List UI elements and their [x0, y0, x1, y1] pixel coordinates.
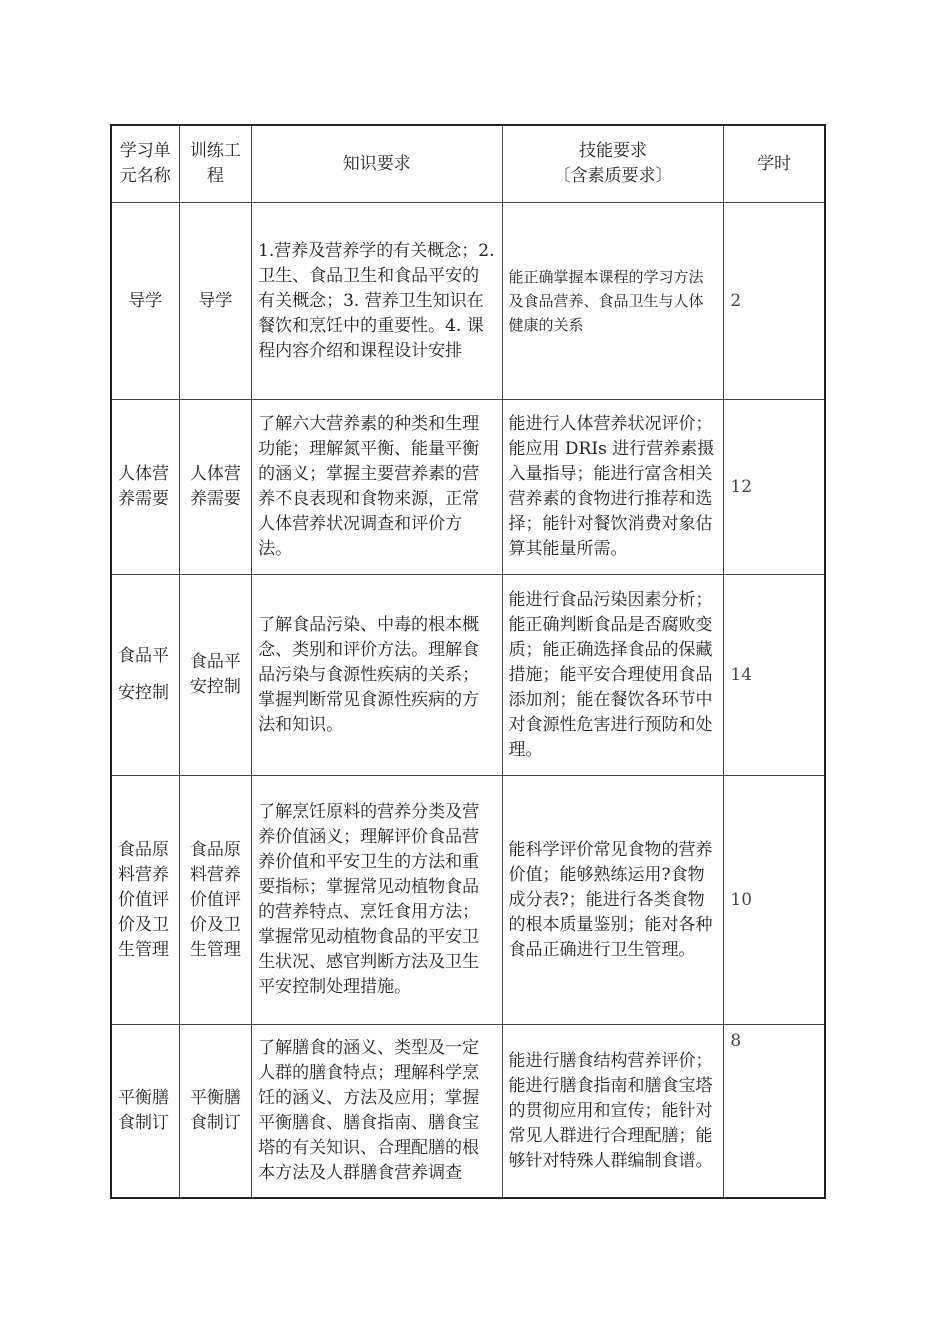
table-row: [111, 575, 825, 776]
hours-cell: 2: [724, 203, 825, 400]
table-row: [111, 203, 825, 400]
knowledge-cell: 了解膳食的涵义、类型及一定人群的膳食特点；理解科学烹饪的涵义、方法及应用；掌握平衡膳食、膳食指南、膳食宝塔的有关知识、合理配膳的根本方法及人群膳食营养调查: [252, 1025, 502, 1199]
knowledge-cell: 了解六大营养素的种类和生理功能；理解氮平衡、能量平衡的涵义；掌握主要营养素的营养不良表现和食物来源，正常人体营养状况调查和评价方法。: [252, 400, 502, 575]
knowledge-cell: 1.营养及营养学的有关概念；2.卫生、食品卫生和食品平安的有关概念；3. 营养卫生知识在餐饮和烹饪中的重要性。4. 课程内容介绍和课程设计安排: [252, 203, 502, 400]
hours-cell: 8: [724, 1025, 825, 1199]
knowledge-cell: 了解烹饪原料的营养分类及营养价值涵义；理解评价食品营养价值和平安卫生的方法和重要指标；掌握常见动植物食品的营养特点、烹饪食用方法；掌握常见动植物食品的平安卫生状况、感官判断方法及卫生平安控制处理措施。: [252, 776, 502, 1025]
header-project: 训练工程: [179, 125, 251, 203]
table-row: [111, 1025, 825, 1199]
unit-cell: 食品平安控制: [111, 575, 179, 776]
project-cell: 人体营养需要: [179, 400, 251, 575]
skill-cell: 能进行膳食结构营养评价；能进行膳食指南和膳食宝塔的贯彻应用和宣传；能针对常见人群进行合理配膳；能够针对特殊人群编制食谱。: [502, 1025, 724, 1199]
skill-cell: 能进行食品污染因素分析；能正确判断食品是否腐败变质；能正确选择食品的保藏措施；能平安合理使用食品添加剂；能在餐饮各环节中对食源性危害进行预防和处理。: [502, 575, 724, 776]
unit-cell: 导学: [111, 203, 179, 400]
hours-cell: 10: [724, 776, 825, 1025]
course-syllabus-table: [110, 124, 826, 1199]
header-knowledge: 知识要求: [252, 125, 502, 203]
header-skill-title: 技能要求: [578, 141, 647, 161]
header-skill: [502, 125, 724, 203]
hours-cell: 12: [724, 400, 825, 575]
table-row: [111, 776, 825, 1025]
project-cell: 食品原料营养价值评价及卫生管理: [179, 776, 251, 1025]
skill-cell: 能进行人体营养状况评价；能应用 DRIs 进行营养素摄入量指导；能进行富含相关营养素的食物进行推荐和选择；能针对餐饮消费对象估算其能量所需。: [502, 400, 724, 575]
project-cell: 导学: [179, 203, 251, 400]
project-cell: 食品平安控制: [179, 575, 251, 776]
unit-cell: 平衡膳食制订: [111, 1025, 179, 1199]
hours-cell: 14: [724, 575, 825, 776]
table-row: [111, 400, 825, 575]
header-unit-name: 学习单元名称: [111, 125, 179, 203]
header-row: [111, 125, 825, 203]
knowledge-cell: 了解食品污染、中毒的根本概念、类别和评价方法。理解食品污染与食源性疾病的关系；掌握判断常见食源性疾病的方法和知识。: [252, 575, 502, 776]
unit-cell: 食品原料营养价值评价及卫生管理: [111, 776, 179, 1025]
skill-cell: 能正确掌握本课程的学习方法及食品营养、食品卫生与人体健康的关系: [502, 203, 724, 400]
header-skill-subtitle: 〔含素质要求〕: [553, 166, 673, 186]
unit-cell: 人体营养需要: [111, 400, 179, 575]
project-cell: 平衡膳食制订: [179, 1025, 251, 1199]
header-hours: 学时: [724, 125, 825, 203]
skill-cell: 能科学评价常见食物的营养价值；能够熟练运用?食物成分表?；能进行各类食物的根本质量鉴别；能对各种食品正确进行卫生管理。: [502, 776, 724, 1025]
